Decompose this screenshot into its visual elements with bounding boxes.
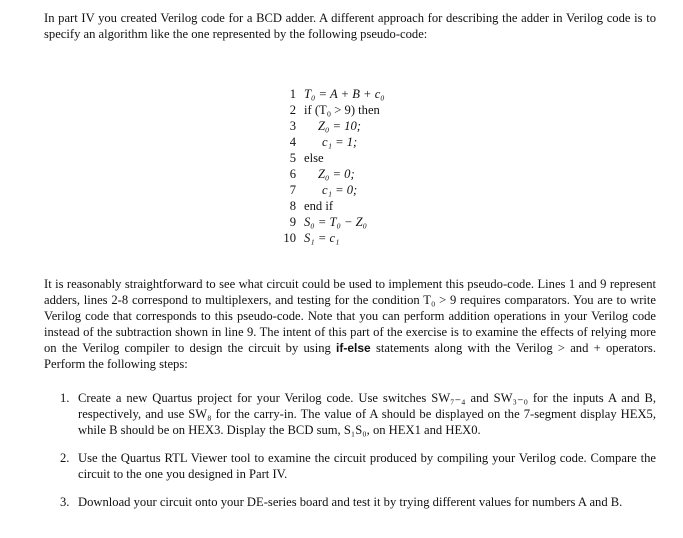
code-line [280, 150, 480, 166]
body-text-2: statements along with the Verilog > and + operators. Perform the following steps: [44, 341, 656, 371]
line-number: 10 [283, 231, 296, 245]
code-line [280, 230, 480, 246]
line-number: 9 [289, 215, 296, 229]
code-line [280, 182, 480, 198]
line-text: T₀ = A + B + c₀ [304, 87, 385, 101]
code-line [280, 134, 480, 150]
line-text: S₁ = c₁ [304, 231, 340, 245]
body-text-1: It is reasonably straightforward to see what circuit could be used to implement this pseudo-code. Lines 1 and 9 represent adders, lines 2-8 correspond to multiplexers, and testing for the condition T₀ > 9 requires comparators. You are to write Verilog code that corresponds to this pseudo-code. Note that you can perform addition operations in your Verilog code instead of the subtraction shown in line 9. The intent of this part of the exercise is to examine the effects of relying more on the Verilog compiler to design the circuit by using [44, 277, 656, 355]
line-text: c₁ = 1; [322, 135, 358, 149]
list-item [60, 390, 656, 438]
step-number: 1. [60, 391, 70, 405]
step-number: 3. [60, 495, 70, 509]
line-number: 7 [289, 183, 296, 197]
list-item [60, 450, 656, 482]
line-number: 1 [289, 87, 296, 101]
line-number: 3 [289, 119, 296, 133]
steps-list [60, 390, 656, 522]
line-text: else [304, 151, 324, 165]
intro-paragraph: In part IV you created Verilog code for a BCD adder. A different approach for describing the adder in Verilog code is to specify an algorithm like the one represented by the following pseudo-code: [44, 11, 656, 41]
if-else-keyword: if-else [336, 341, 371, 355]
step-text: Download your circuit onto your DE-series board and test it by trying different values for numbers A and B. [78, 495, 623, 509]
step-text: Use the Quartus RTL Viewer tool to examine the circuit produced by compiling your Verilog code. Compare the circuit to the one you designed in Part IV. [78, 451, 656, 481]
line-text: if (T₀ > 9) then [304, 103, 380, 117]
body-paragraph [44, 276, 656, 372]
line-number: 6 [289, 167, 296, 181]
step-text: Create a new Quartus project for your Verilog code. Use switches SW₇₋₄ and SW₃₋₀ for the inputs A and B, respectively, and use SW₈ for the carry-in. The value of A should be displayed on the 7-segment display HEX5, while B should be on HEX3. Display the BCD sum, S₁S₀, on HEX1 and HEX0. [78, 391, 656, 437]
line-text: S₀ = T₀ − Z₀ [304, 215, 368, 229]
line-text: c₁ = 0; [322, 183, 358, 197]
line-text: end if [304, 199, 334, 213]
code-line [280, 214, 480, 230]
line-text: Z₀ = 0; [318, 167, 355, 181]
line-text: Z₀ = 10; [318, 119, 361, 133]
line-number: 5 [289, 151, 296, 165]
code-line [280, 86, 480, 102]
step-number: 2. [60, 451, 70, 465]
pseudocode-block [280, 86, 480, 246]
code-line [280, 102, 480, 118]
code-line [280, 198, 480, 214]
line-number: 2 [289, 103, 296, 117]
code-line [280, 118, 480, 134]
list-item [60, 494, 656, 510]
code-line [280, 166, 480, 182]
line-number: 4 [289, 135, 296, 149]
line-number: 8 [289, 199, 296, 213]
